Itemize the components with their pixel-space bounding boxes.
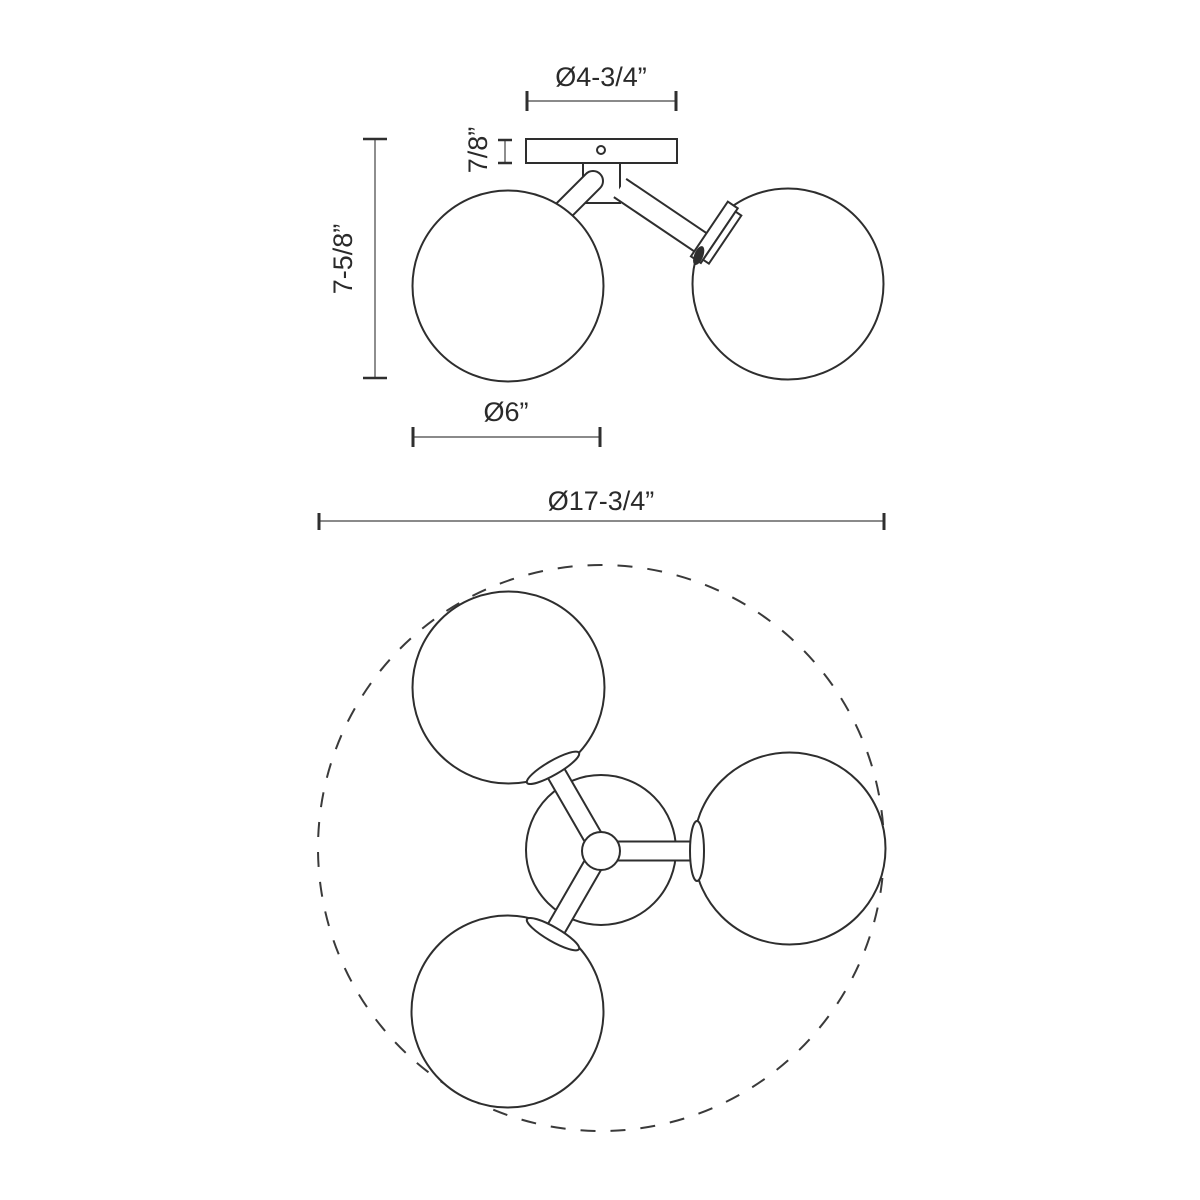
socket-lens-right xyxy=(690,821,704,881)
side-view xyxy=(328,62,884,447)
plan-view xyxy=(318,486,886,1131)
canopy-diameter-label: Ø4-3/4” xyxy=(555,62,647,92)
hub-plan xyxy=(582,832,620,870)
canopy-height-label: 7/8” xyxy=(463,126,493,174)
fixture-height-label: 7-5/8” xyxy=(328,223,358,295)
overall-diameter-label: Ø17-3/4” xyxy=(547,486,655,516)
globe-diameter-label: Ø6” xyxy=(483,397,529,427)
globe-side-left xyxy=(413,191,604,382)
globe-plan-right xyxy=(694,753,886,945)
screw-hole xyxy=(597,146,605,154)
